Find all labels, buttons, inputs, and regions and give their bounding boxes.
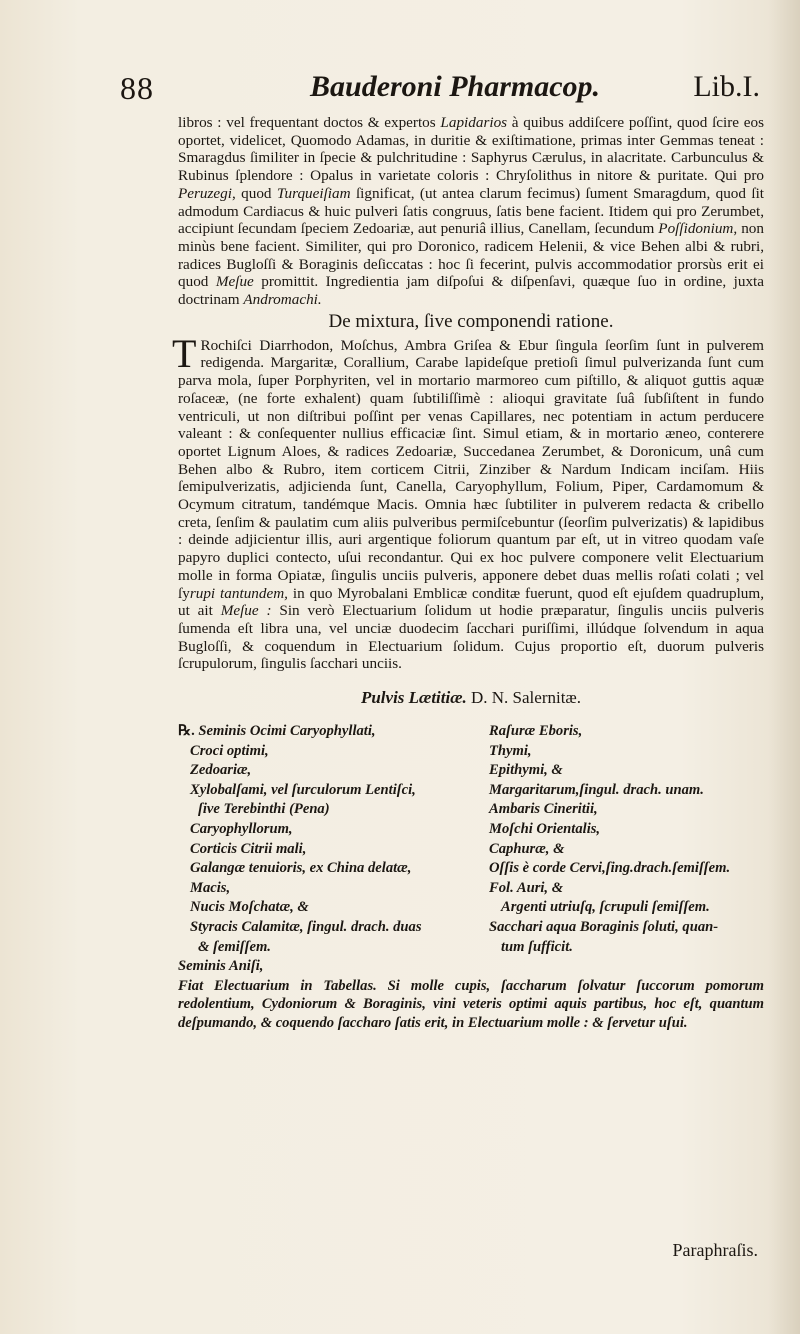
text-run: Peruzegi [178, 184, 232, 202]
ingredient-text: Fol. Auri, & [489, 879, 564, 896]
ingredient-text: Caphuræ, & [489, 840, 565, 857]
text-run: Rochiſci Diarrhodon, Moſchus, Ambra Griſea & Ebur ſingula ſeorſim ſunt in pulverem redigenda. Margaritæ, Corallium, Carabe lapideſque pretioſi ſimul pulverizanda ſunt cum parva mola, ſuper Porphyriten, vel in mortario marmoreo cum piſtillo, & aliquot guttis aquæ roſaceæ, (ne forte exhalent) quam ſubtiliſſimè : alioqui gravitate ſuâ ſubſiſtent in fundo ventriculi, ut non diſtribui poſſint per venas Capillares, nec potentiam in actum perducere valeant : & conſequenter nullius efficaciæ ſint. Simul etiam, & in mortario æneo, conterere oportet Lignum Aloes, & radices Zedoariæ, Succedanea Zerumbet, & Doronicum, unâ cum Behen albo & Rubro, item corticem Citrii, Zinziber & Nardum Indicam inciſam. Hiis ſemipulverizatis, adjicienda ſunt, Canella, Caryophyllum, Folium, Piper, Cardamomum & Ocymum citratum, tandémque Macis. Omnia hæc ſubtiliter in pulverem redacta & cribello creta, ſenſim & paulatim cum aliis pulveribus permiſcebuntur (ſeorſim pulverizatis) & lapidibus : deinde adjicientur illis, auri argentique foliorum quantum par eſt, ut in vitreo quodam vaſe papyro duplici contecto, uſui recondantur. Qui ex hoc pulvere componere velit Electuarium molle in forma Opiatæ, ſingulis unciis pulveris, apponere debet duas mellis roſati colati ; vel ſy [178, 336, 764, 602]
ingredient-line [178, 722, 483, 742]
recipe-symbol: ℞. [178, 723, 199, 740]
ingredients-left-column [178, 722, 483, 977]
ingredient-line [178, 918, 483, 938]
ingredient-line [489, 918, 764, 938]
text-run: Turqueiſiam [276, 184, 351, 202]
ingredient-line [489, 742, 764, 762]
ingredient-text: Corticis Citrii mali, [190, 840, 307, 857]
ingredient-line [178, 840, 483, 860]
ingredient-line [489, 781, 764, 801]
ingredient-line [489, 800, 764, 820]
ingredient-line [489, 820, 764, 840]
ingredient-line [489, 761, 764, 781]
ingredient-text: Zedoariæ, [190, 762, 252, 779]
ingredient-line [178, 761, 483, 781]
text-run: rupi tantundem, [189, 584, 288, 602]
section-heading: De mixtura, ſive componendi ratione. [328, 310, 614, 332]
recipe-name: Pulvis Lætitiæ. [360, 688, 467, 708]
text-run: Meſue [215, 273, 254, 291]
paragraph-mixing [172, 330, 765, 673]
ingredient-text: Seminis Aniſi, [178, 958, 264, 975]
text-run: in quo Myrobalani Emblicæ conditæ fuerunt, quod eſt ejuſdem quadruplum, ut ait [178, 584, 765, 620]
recipe-title [178, 687, 764, 708]
ingredient-text: Galangæ tenuioris, ex China delatæ, [190, 860, 412, 877]
ingredient-line [178, 879, 483, 899]
ingredient-line [178, 938, 483, 958]
ingredient-text: Epithymi, & [489, 762, 563, 779]
page-header [120, 70, 780, 110]
ingredient-text: Raſuræ Eboris, [489, 723, 583, 740]
ingredient-text: Argenti utriuſq, ſcrupuli ſemiſſem. [501, 899, 710, 916]
text-run: Sin verò Electuarium ſolidum ut hodie præparatur, ſingulis unciis pulveris ſumenda eſt libra una, vel unciæ duodecim ſacchari puriſſimi, illúdque ſolvendum in aqua Bugloſſi, & coquendum in Electuarium ſolidum. Cujus proportio eſt, duorum pulveris ſcrupulorum, ſingulis ſacchari unciis. [178, 602, 764, 673]
ingredient-text: Caryophyllorum, [190, 821, 293, 838]
ingredient-line [178, 859, 483, 879]
text-run: promittit. Ingredientia jam diſpoſui & diſpenſavi, quæque ſuo in ordine, juxta doctrinam [178, 273, 764, 309]
ingredient-line [489, 722, 764, 742]
ingredient-text: Xylobalſami, vel ſurculorum Lentiſci, [190, 781, 416, 798]
ingredients [178, 722, 764, 977]
ingredient-text: Margaritarum,ſingul. drach. unam. [489, 781, 704, 798]
ingredient-text: Ambaris Cineritii, [489, 801, 598, 818]
text-run: , quod [232, 184, 277, 202]
text-run: ſignificat, (ut antea clarum fecimus) ſument Smaragdum, quod ſit admodum Cardiacus & huic pulveri ſatis congruus, ſatis bene facient. Itidem qui pro Zerumbet, accipiunt ſecundam ſpeciem Zedoariæ, aut penuriâ illius, Canellam, ſecundum [178, 184, 765, 238]
ingredient-line [178, 742, 483, 762]
recipe-author: D. N. Salernitæ. [466, 688, 582, 708]
drop-cap: T [172, 330, 197, 376]
ingredient-line [178, 781, 483, 801]
ingredient-line [178, 898, 483, 918]
ingredient-text: Sacchari aqua Boraginis ſoluti, quan- [489, 919, 719, 936]
ingredient-text: ſive Terebinthi (Pena) [198, 801, 330, 818]
page-number: 88 [120, 70, 154, 106]
ingredient-text: Nucis Moſchatæ, & [190, 899, 309, 916]
ingredient-text: Seminis Ocimi Caryophyllati, [198, 723, 376, 740]
running-title: Bauderoni Pharmacop. [310, 70, 601, 103]
ingredient-line [489, 898, 764, 918]
text-run: libros : vel frequentant doctos & expertos [178, 114, 441, 131]
ingredients-right-column [489, 722, 764, 977]
ingredient-text: Styracis Calamitæ, ſingul. drach. duas [190, 919, 422, 936]
text-run: Andromachi. [243, 291, 322, 309]
ingredient-text: Macis, [190, 879, 231, 896]
ingredient-line [489, 938, 764, 958]
ingredient-line [178, 800, 483, 820]
ingredient-text: Thymi, [489, 742, 532, 759]
text-run: à quibus addiſcere poſſint, quod ſcire eos oportet, videlicet, Quomodo Adamas, in duritie & exiſtimatione, primas inter Gemmas teneat : Smaragdus ſimiliter in ſpecie & pulchritudine : Saphyrus Cærulus, in alacritate. Carbunculus & Rubinus ſplendore : Opalus in varietate coloris : Chryſolithus in nitore & puritate. Qui pro [178, 114, 765, 185]
text-run: Lapidarios [440, 114, 508, 131]
ingredient-line [489, 879, 764, 899]
preparation-instructions: Fiat Electuarium in Tabellas. Si molle cupis, ſaccharum ſolvatur ſuccorum pomorum redolentium, Cydoniorum & Boraginis, vini veteris optimi aquis partibus, hoc eſt, quantum deſpumando, & coquendo ſaccharo ſatis erit, in Electuarium molle : & ſervetur uſui. [178, 977, 764, 1031]
ingredient-line [178, 820, 483, 840]
ingredient-line [178, 957, 483, 977]
ingredient-text: & ſemiſſem. [198, 938, 271, 955]
ingredient-text: Moſchi Orientalis, [489, 821, 601, 838]
ingredient-line [489, 859, 764, 879]
ingredient-text: tum ſufficit. [501, 938, 573, 955]
paragraph-intro [178, 114, 764, 309]
page-body [172, 114, 765, 1033]
ingredient-line [489, 840, 764, 860]
catchword: Paraphraſis. [672, 1240, 758, 1260]
ingredient-text: Croci optimi, [190, 742, 269, 759]
text-run: , non minùs bene facient. Similiter, qui pro Doronico, radicem Helenii, & vice Behen albi & rubri, radices Bugloſſi & Boraginis deſiccatas : hoc ſi fecerint, pulvis accommodatior prorsùs erit ei quod [178, 220, 764, 291]
text-run: Poſſidonium [658, 220, 734, 238]
book-number: Lib.I. [693, 70, 760, 103]
text-run: Meſue : [220, 602, 272, 620]
ingredient-text: Oſſis è corde Cervi,ſing.drach.ſemiſſem. [489, 860, 731, 877]
